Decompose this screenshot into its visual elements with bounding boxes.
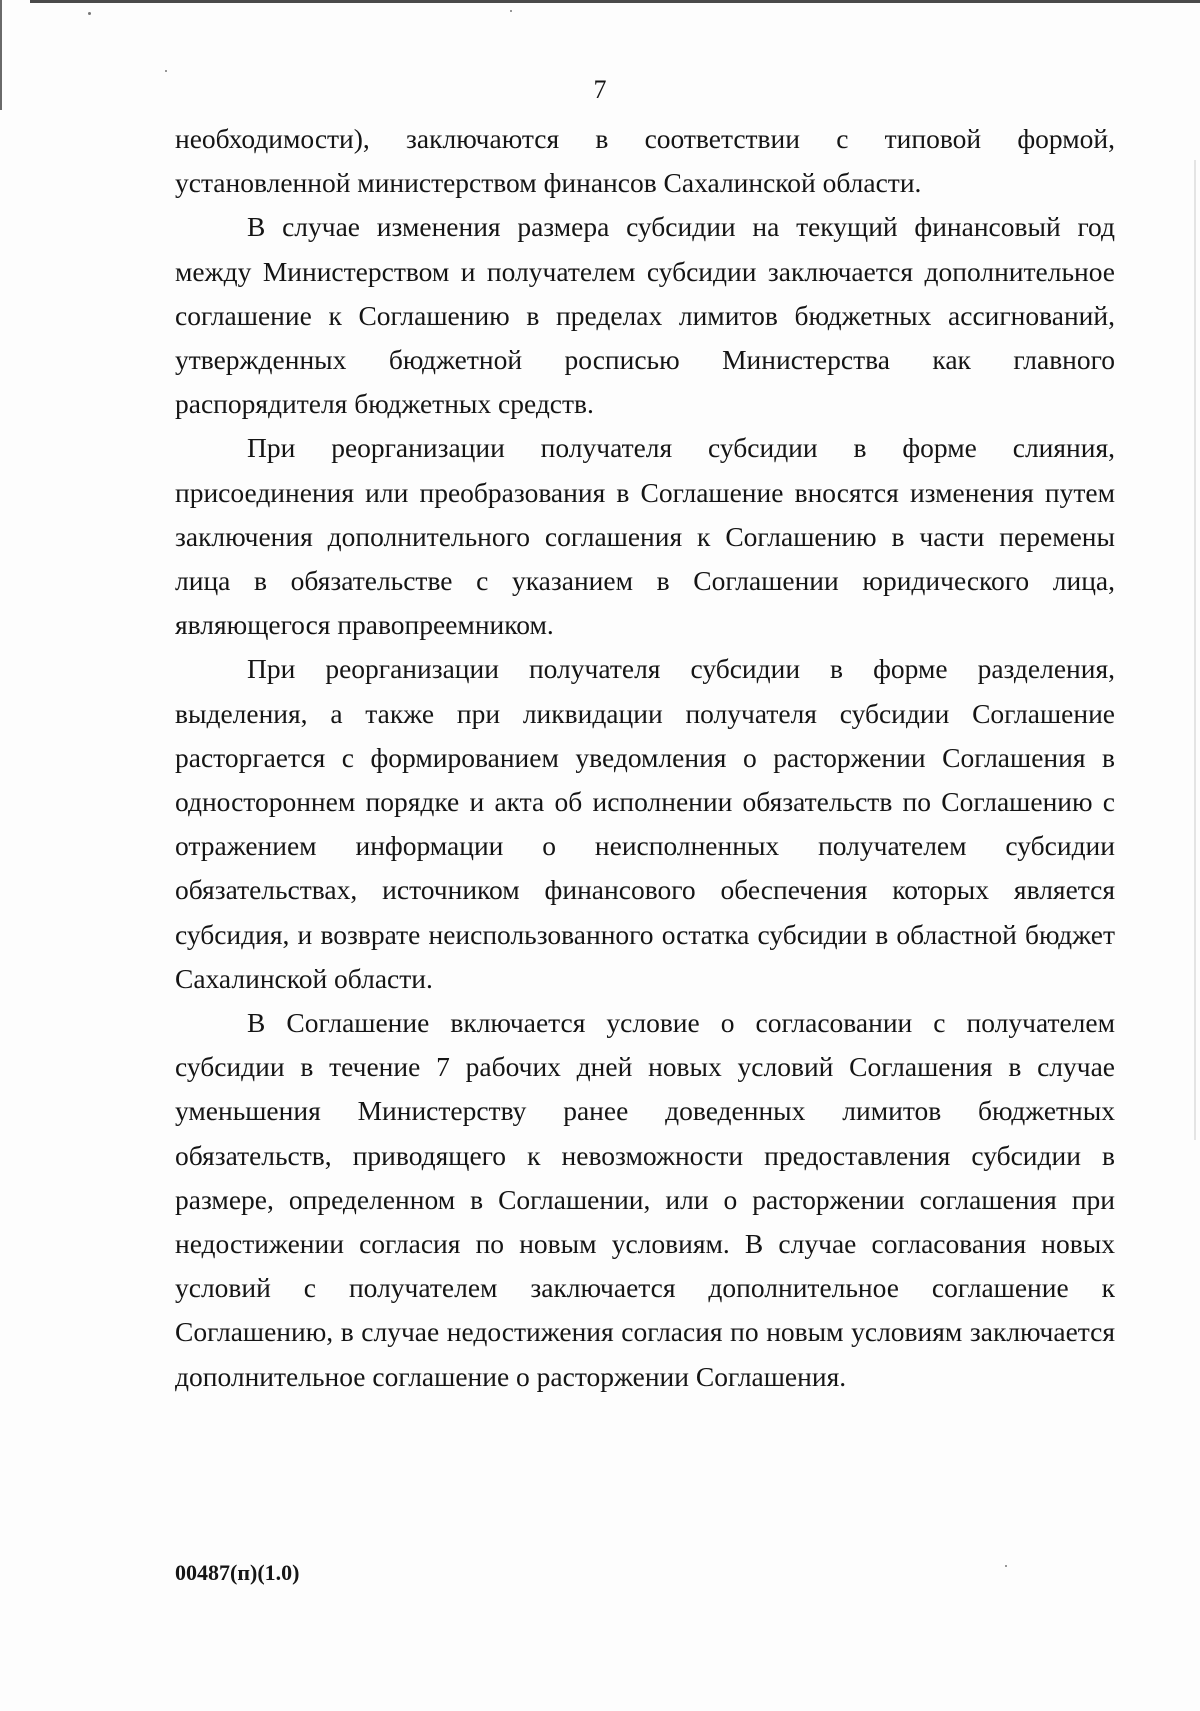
document-code: 00487(п)(1.0) <box>175 1560 300 1585</box>
paragraph-reorganization-division: При реорганизации получателя субсидии в форме разделения, выделения, а также при ликвидации получателя субсидии Соглашение расторгается с формированием уведомления о расторжении Соглашения в одностороннем порядке и акта об исполнении обязательств по Соглашению с отражением информации о неисполненных получателем субсидии обязательствах, источником финансового обеспечения которых является субсидия, и возврате неиспользованного остатка субсидии в областной бюджет Сахалинской области. <box>175 653 1115 994</box>
scan-speck <box>88 12 91 15</box>
paragraph-continuation: необходимости), заключаются в соответствии с типовой формой, установленной министерством финансов Сахалинской области. <box>175 123 1115 199</box>
paragraph-subsidy-size-change: В случае изменения размера субсидии на текущий финансовый год между Министерством и получателем субсидии заключается дополнительное соглашение к Соглашению в пределах лимитов бюджетных ассигнований, утвержденных бюджетной росписью Министерства как главного распорядителя бюджетных средств. <box>175 211 1115 420</box>
page-number: 7 <box>593 75 607 104</box>
paragraph-agreement-conditions: В Соглашение включается условие о согласовании с получателем субсидии в течение 7 рабочих дней новых условий Соглашения в случае уменьшения Министерству ранее доведенных лимитов бюджетных обязательств, приводящего к невозможности предоставления субсидии в размере, определенном в Соглашении, или о расторжении соглашения при недостижении согласия по новым условиям. В случае согласования новых условий с получателем заключается дополнительное соглашение к Соглашению, в случае недостижения согласия по новым условиям заключается дополнительное соглашение о расторжении Соглашения. <box>175 1007 1115 1392</box>
paragraph-reorganization-merger: При реорганизации получателя субсидии в форме слияния, присоединения или преобразования в Соглашение вносятся изменения путем заключения дополнительного соглашения к Соглашению в части перемены лица в обязательстве с указанием в Соглашении юридического лица, являющегося правопреемником. <box>175 432 1115 641</box>
scan-speck <box>510 10 512 12</box>
scan-border-top <box>30 0 1200 3</box>
scan-border-right <box>1194 160 1196 1140</box>
scan-speck <box>1005 1565 1007 1567</box>
document-body <box>175 117 1115 1399</box>
